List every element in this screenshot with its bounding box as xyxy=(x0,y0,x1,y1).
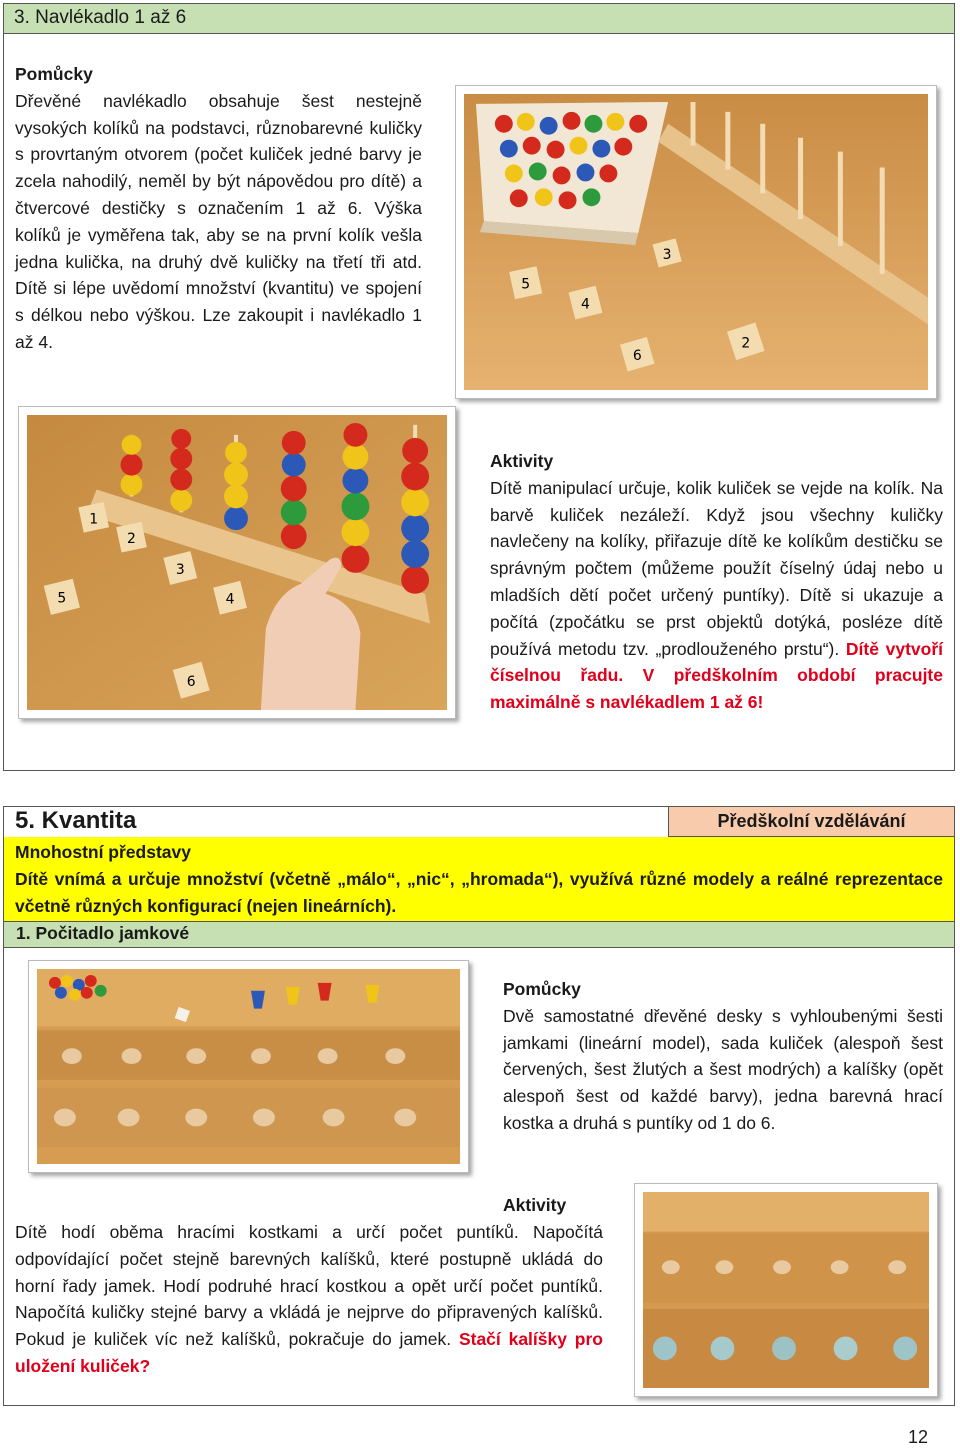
section-header-3-text: 3. Navlékadlo 1 až 6 xyxy=(14,7,187,28)
photo-counting-boards xyxy=(28,960,469,1173)
svg-text:3: 3 xyxy=(662,246,672,263)
pomucky-text-5: Dvě samostatné dřevěné desky s vyhloubenými šesti jamkami (lineární model), sada kuliček (alespoň šest červených, šest žlutých a šest modrých) a kalíšky (opět alespoň šest od každé barvy), jedna barevná hrací kostka a druhá s puntíky od 1 do 6. xyxy=(503,1005,943,1133)
photo-beads-tray-rack-image xyxy=(464,94,928,390)
pomucky-title-5: Pomůcky xyxy=(503,979,581,999)
aktivity-highlight: Dítě vytvoří číselnou řadu. V předškolním období pracujte maximálně s navlékadlem 1 až 6! xyxy=(490,638,943,713)
preschool-label: Předškolní vzdělávání xyxy=(717,811,906,831)
svg-text:6: 6 xyxy=(632,348,642,365)
svg-text:6: 6 xyxy=(186,674,196,691)
aktivity-text-5: Dítě hodí oběma hracími kostkami a určí počet puntíků. Napočítá odpovídající počet stejně barevných kalíšků, které postupně ukládá do horní řady jamek. Hodí podruhé hrací kostkou a opět určí počet puntíků. Napočítá kuličky stejné barvy a vkládá je nejprve do připravených kalíšků. Pokud je kuliček víc než kalíšků, pokračuje do jamek. xyxy=(15,1222,603,1350)
statement-text: Dítě vnímá a určuje množství (včetně „málo“, „nic“, „hromada“), využívá různé modely a reálné reprezentace včetně různých konfigurací (nejen lineárních). xyxy=(15,868,943,916)
aktivity-title-5: Aktivity xyxy=(503,1195,567,1215)
aktivity-title: Aktivity xyxy=(490,451,554,471)
svg-text:4: 4 xyxy=(225,591,235,608)
item-header-text: 1. Počitadlo jamkové xyxy=(16,923,190,943)
section-5-title: 5. Kvantita xyxy=(15,807,137,834)
quantity-statement xyxy=(15,839,943,919)
aktivity-text: Dítě manipulací určuje, kolik kuliček se vejde na kolík. Na barvě kuliček nezáleží. Když jsou všechny kuličky navlečeny na kolíky, přiřazuje dítě ke kolíkům destičku se správným počtem (můžeme použít číselný údaj nebo u mladších dětí počet určený puntíky). Dítě si ukazuje a počítá (zpočátku se prst objektů dotýká, posléze dítě používá metodu tzv. „prodlouženého prstu“). xyxy=(490,477,943,659)
photo-marbles-in-hollows xyxy=(634,1183,938,1397)
aktivity-highlight-5: Stačí kalíšky pro uložení kuliček? xyxy=(15,1329,603,1376)
svg-text:1: 1 xyxy=(89,511,99,528)
aktivity-paragraph-5 xyxy=(15,1219,603,1380)
aktivity-paragraph xyxy=(490,475,943,716)
photo-beads-tray-rack xyxy=(455,85,937,399)
pomucky-text: Dřevěné navlékadlo obsahuje šest nestejně vysokých kolíků na podstavci, různobarevné kuličky s provrtaným otvorem (počet kuliček jedné barvy je zcela nahodilý, neměl by být nápovědou pro dítě) a čtvercové destičky s označením 1 až 6. Výška kolíků je vyměřena tak, aby se na první kolík vešla jedna kulička, na druhý dvě kuličky na třetí tři atd. Dítě si lépe uvědomí množství (kvantitu) ve spojení s délkou nebo výškou. Lze zakoupit i navlékadlo 1 až 4. xyxy=(15,90,422,352)
photo-counting-boards-image xyxy=(37,969,460,1164)
pomucky-block-5 xyxy=(503,976,943,1137)
svg-text:2: 2 xyxy=(127,531,136,548)
svg-text:5: 5 xyxy=(521,276,531,293)
svg-text:3: 3 xyxy=(175,561,185,578)
aktivity-block xyxy=(490,448,943,716)
svg-text:5: 5 xyxy=(57,590,67,607)
photo-marbles-in-hollows-image xyxy=(643,1192,929,1388)
section-header-3 xyxy=(3,3,955,34)
aktivity-block-5 xyxy=(15,1219,603,1380)
subtitle: Mnohostní představy xyxy=(15,842,191,862)
photo-rack-with-beads-image xyxy=(27,415,447,710)
item-header xyxy=(3,921,955,948)
preschool-label-box xyxy=(668,806,955,837)
page-number: 12 xyxy=(907,1427,928,1447)
svg-text:4: 4 xyxy=(581,296,590,313)
svg-text:2: 2 xyxy=(741,335,751,352)
pomucky-block xyxy=(15,61,422,356)
pomucky-title: Pomůcky xyxy=(15,64,93,84)
photo-rack-with-beads xyxy=(18,406,456,719)
